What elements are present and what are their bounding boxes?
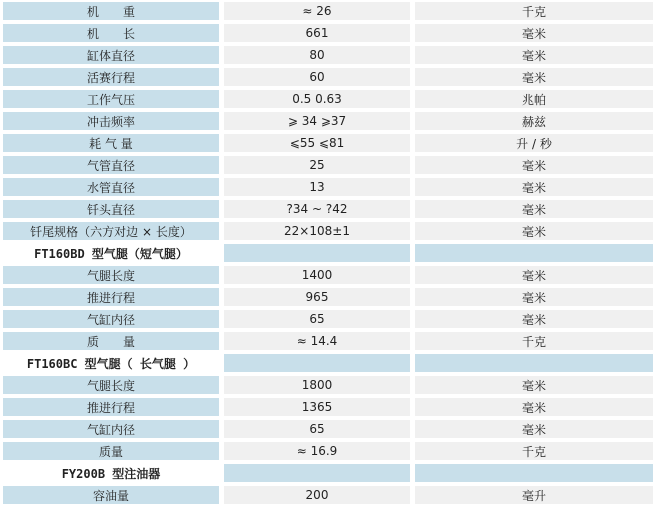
param-label: 质量: [3, 442, 219, 460]
param-value: 661: [224, 24, 410, 42]
param-label: 工作气压: [3, 90, 219, 108]
table-row: [0, 44, 656, 66]
table-row: [0, 22, 656, 44]
section-filler: [415, 354, 653, 372]
param-unit: 升 / 秒: [415, 134, 653, 152]
param-unit: 毫米: [415, 376, 653, 394]
table-row: [0, 418, 656, 440]
param-label: 推进行程: [3, 398, 219, 416]
section-header-row: [0, 352, 656, 374]
table-row: [0, 374, 656, 396]
param-label: 气腿长度: [3, 376, 219, 394]
param-label: 机 重: [3, 2, 219, 20]
param-unit: 毫升: [415, 486, 653, 504]
param-label: 推进行程: [3, 288, 219, 306]
param-unit: 毫米: [415, 46, 653, 64]
table-row: [0, 66, 656, 88]
param-unit: 赫兹: [415, 112, 653, 130]
param-value: 65: [224, 420, 410, 438]
param-unit: 千克: [415, 332, 653, 350]
param-value: 1800: [224, 376, 410, 394]
param-label: 气缸内径: [3, 310, 219, 328]
param-value: 25: [224, 156, 410, 174]
param-value: 1365: [224, 398, 410, 416]
param-unit: 毫米: [415, 288, 653, 306]
section-title: FT160BC 型气腿（ 长气腿 ）: [3, 354, 219, 372]
param-unit: 毫米: [415, 24, 653, 42]
param-label: 气腿长度: [3, 266, 219, 284]
param-value: 65: [224, 310, 410, 328]
param-value: ≈ 14.4: [224, 332, 410, 350]
section-filler: [224, 244, 410, 262]
param-value: ?34 ~ ?42: [224, 200, 410, 218]
param-label: 容油量: [3, 486, 219, 504]
param-label: 冲击频率: [3, 112, 219, 130]
param-label: 质 量: [3, 332, 219, 350]
param-label: 气管直径: [3, 156, 219, 174]
section-title: FT160BD 型气腿（短气腿）: [3, 244, 219, 262]
param-label: 水管直径: [3, 178, 219, 196]
param-unit: 千克: [415, 442, 653, 460]
section-filler: [415, 464, 653, 482]
param-label: 机 长: [3, 24, 219, 42]
param-value: 965: [224, 288, 410, 306]
param-label: 气缸内径: [3, 420, 219, 438]
table-row: [0, 330, 656, 352]
param-unit: 毫米: [415, 266, 653, 284]
section-header-row: [0, 462, 656, 484]
param-label: 钎尾规格（六方对边 × 长度）: [3, 222, 219, 240]
section-filler: [224, 464, 410, 482]
param-unit: 毫米: [415, 68, 653, 86]
param-unit: 毫米: [415, 222, 653, 240]
section-filler: [224, 354, 410, 372]
param-value: ≈ 26: [224, 2, 410, 20]
param-value: 1400: [224, 266, 410, 284]
table-row: [0, 286, 656, 308]
param-unit: 兆帕: [415, 90, 653, 108]
table-row: [0, 264, 656, 286]
table-row: [0, 220, 656, 242]
section-title: FY200B 型注油器: [3, 464, 219, 482]
table-row: [0, 396, 656, 418]
param-value: 22×108±1: [224, 222, 410, 240]
param-unit: 毫米: [415, 178, 653, 196]
param-label: 活赛行程: [3, 68, 219, 86]
table-row: [0, 176, 656, 198]
param-value: 200: [224, 486, 410, 504]
param-unit: 毫米: [415, 200, 653, 218]
section-filler: [415, 244, 653, 262]
param-value: 0.5 0.63: [224, 90, 410, 108]
table-row: [0, 484, 656, 506]
param-value: ⩾ 34 ⩾37: [224, 112, 410, 130]
param-unit: 毫米: [415, 398, 653, 416]
param-value: ⩽55 ⩽81: [224, 134, 410, 152]
param-value: 60: [224, 68, 410, 86]
param-label: 钎头直径: [3, 200, 219, 218]
param-value: 13: [224, 178, 410, 196]
table-row: [0, 308, 656, 330]
param-label: 缸体直径: [3, 46, 219, 64]
param-unit: 毫米: [415, 310, 653, 328]
table-row: [0, 88, 656, 110]
section-header-row: [0, 242, 656, 264]
table-row: [0, 440, 656, 462]
param-value: ≈ 16.9: [224, 442, 410, 460]
param-label: 耗 气 量: [3, 134, 219, 152]
param-unit: 毫米: [415, 156, 653, 174]
param-unit: 毫米: [415, 420, 653, 438]
table-row: [0, 198, 656, 220]
table-row: [0, 110, 656, 132]
param-value: 80: [224, 46, 410, 64]
table-row: [0, 154, 656, 176]
table-row: [0, 0, 656, 22]
param-unit: 千克: [415, 2, 653, 20]
table-row: [0, 132, 656, 154]
